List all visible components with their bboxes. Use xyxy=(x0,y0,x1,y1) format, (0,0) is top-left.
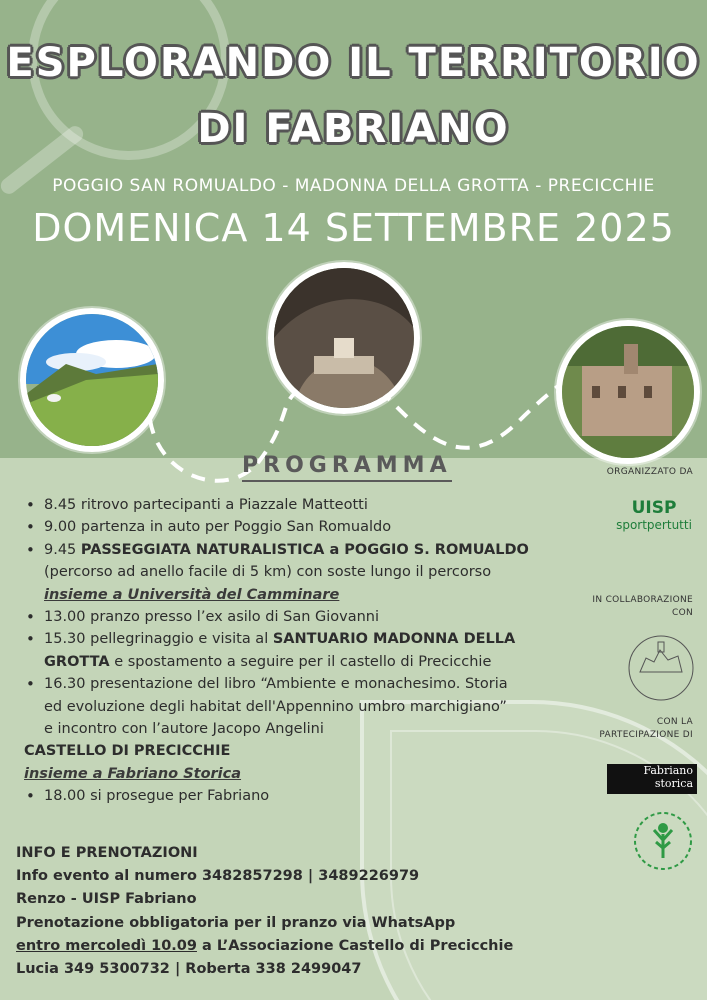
list-item: • 9.45 PASSEGGIATA NATURALISTICA a POGGIO S. ROMUALDO (percorso ad anello facile di 5 km) con soste lungo il percorso insieme a Università del Camminare xyxy=(24,539,564,606)
participation-label: CON LA PARTECIPAZIONE DI xyxy=(599,717,693,740)
photo-meadow xyxy=(20,308,164,452)
list-item: • 13.00 pranzo presso l’ex asilo di San Giovanni xyxy=(24,606,564,628)
fabriano-storica-logo: Fabriano storica xyxy=(607,764,697,794)
event-date: DOMENICA 14 SETTEMBRE 2025 xyxy=(32,206,675,250)
list-item: • 15.30 pellegrinaggio e visita al SANTUARIO MADONNA DELLA GROTTA e spostamento a seguire per il castello di Precicchie xyxy=(24,628,564,673)
collaboration-label: IN COLLABORAZIONE CON xyxy=(592,595,693,618)
list-item: • 9.00 partenza in auto per Poggio San Romualdo xyxy=(24,516,564,538)
castello-logo xyxy=(626,628,696,704)
info-section xyxy=(16,842,536,981)
uisp-name: UISP xyxy=(631,498,677,518)
uisp-logo xyxy=(612,498,696,532)
poster-title-line1: ESPLORANDO IL TERRITORIO xyxy=(6,40,701,86)
organized-by-label: ORGANIZZATO DA xyxy=(606,467,693,477)
photo-grotto xyxy=(268,262,420,414)
poster-subtitle: POGGIO SAN ROMUALDO - MADONNA DELLA GROTTA - PRECICCHIE xyxy=(52,176,655,196)
info-phone: Info evento al numero 3482857298 | 3489226979 xyxy=(16,868,420,885)
uisp-tagline: sportpertutti xyxy=(616,518,692,532)
program-heading: PROGRAMMA xyxy=(242,452,452,482)
partner-link-camminare[interactable]: insieme a Università del Camminare xyxy=(44,586,340,603)
universita-camminare-logo xyxy=(628,806,698,876)
info-contact: Renzo - UISP Fabriano xyxy=(16,891,197,908)
list-item: • 16.30 presentazione del libro “Ambiente e monachesimo. Storia ed evoluzione degli habitat dell'Appennino umbro marchigiano” e incontro con l’autore Jacopo Angelini CASTELLO DI PRECICCHIE insieme a Fabriano Storica xyxy=(24,673,564,785)
info-contacts-2: Lucia 349 5300732 | Roberta 338 2499047 xyxy=(16,961,362,978)
info-booking: Prenotazione obbligatoria per il pranzo via WhatsApp xyxy=(16,914,456,931)
info-heading: INFO E PRENOTAZIONI xyxy=(16,845,198,861)
list-item: • 18.00 si prosegue per Fabriano xyxy=(24,785,564,807)
list-item: • 8.45 ritrovo partecipanti a Piazzale Matteotti xyxy=(24,494,564,516)
partner-link-fabriano-storica[interactable]: insieme a Fabriano Storica xyxy=(24,765,242,782)
photo-castle xyxy=(556,320,700,464)
poster-title-line2: DI FABRIANO xyxy=(197,106,510,152)
program-list xyxy=(24,494,564,808)
info-deadline: entro mercoledì 10.09 a L’Associazione Castello di Precicchie xyxy=(16,937,514,954)
